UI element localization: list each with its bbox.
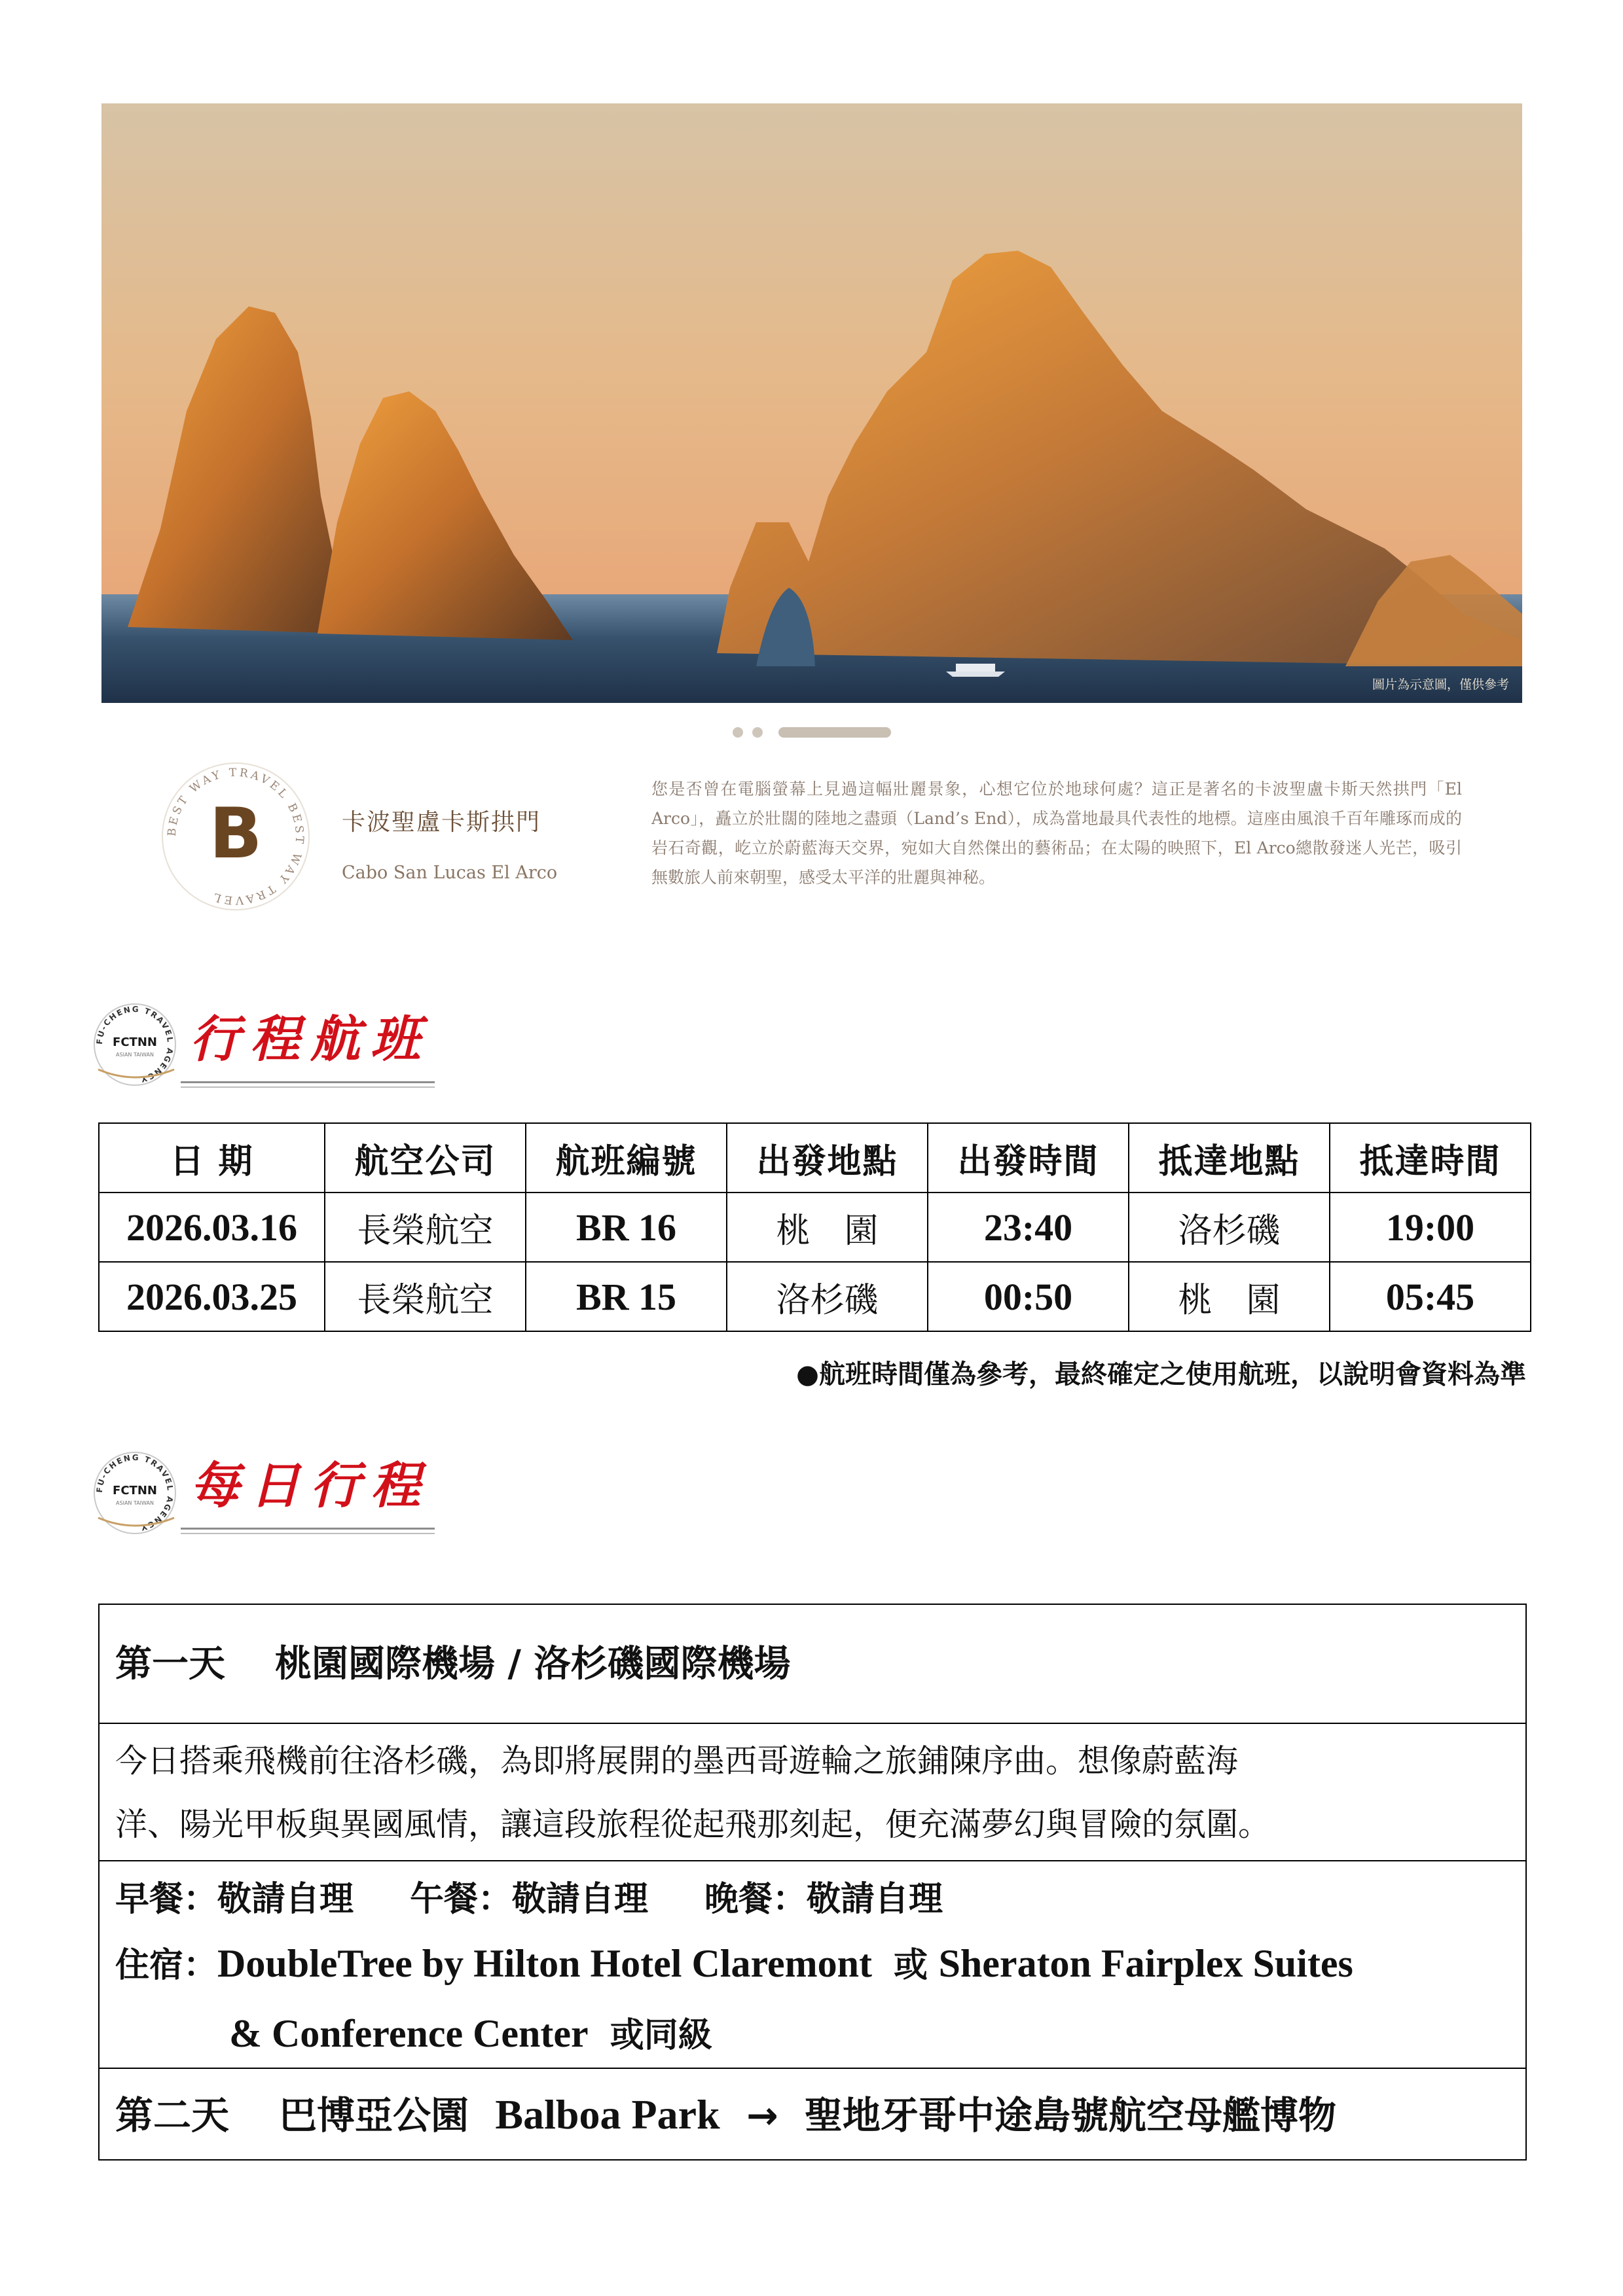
cell-arrival-city: 桃 園: [1129, 1262, 1330, 1331]
dinner: 晚餐：敬請自理: [704, 1880, 943, 1919]
boat: [956, 664, 995, 672]
col-departure-city: 出發地點: [727, 1123, 928, 1193]
landmark-title: 卡波聖盧卡斯拱門: [342, 809, 541, 836]
seal-ring-text: BEST WAY TRAVEL BEST WAY TRAVEL: [165, 766, 306, 907]
cell-departure-time: 00:50: [928, 1262, 1129, 1331]
el-arco-scene: [101, 103, 1522, 703]
flight-table: [98, 1122, 1531, 1332]
svg-text:ASIAN TAIWAN: ASIAN TAIWAN: [116, 1052, 154, 1058]
cell-arrival-time: 19:00: [1330, 1193, 1531, 1262]
section-title-itinerary: 每日行程: [190, 1456, 431, 1515]
seal-letter: B: [209, 793, 263, 874]
section-title-flights: 行程航班: [190, 1010, 431, 1068]
hotel-1: DoubleTree by Hilton Hotel Claremont: [217, 1942, 872, 1985]
day-2-title: 第二天 巴博亞公園 Balboa Park → 聖地牙哥中途島號航空母艦博物: [100, 2069, 1525, 2161]
svg-text:FCTNN: FCTNN: [113, 1484, 157, 1498]
col-date: 日 期: [99, 1123, 325, 1193]
day-1-description: 今日搭乘飛機前往洛杉磯，為即將展開的墨西哥遊輪之旅鋪陳序曲。想像蔚藍海 洋、陽光甲板與異國風情，讓這段旅程從起飛那刻起，便充滿夢幻與冒險的氛圍。: [100, 1724, 1525, 1861]
carousel-dot-2[interactable]: [752, 727, 763, 738]
table-row: [99, 1193, 1531, 1262]
cell-airline: 長榮航空: [325, 1262, 526, 1331]
col-arrival-time: 抵達時間: [1330, 1123, 1531, 1193]
svg-text:FU-CHENG TRAVEL AGENCY: FU-CHENG TRAVEL AGENCY: [94, 1452, 175, 1533]
table-row: [99, 1262, 1531, 1331]
cell-date: 2026.03.25: [99, 1262, 325, 1331]
svg-text:FU-CHENG TRAVEL AGENCY: FU-CHENG TRAVEL AGENCY: [94, 1004, 175, 1085]
cell-flight-no: BR 15: [526, 1262, 727, 1331]
carousel-dot-active[interactable]: [778, 727, 891, 738]
cell-airline: 長榮航空: [325, 1193, 526, 1262]
day-1-label: 第一天: [115, 1643, 225, 1685]
day-1-title: [100, 1605, 1525, 1724]
table-header-row: [99, 1123, 1531, 1193]
landmark-description: 您是否曾在電腦螢幕上見過這幅壯麗景象，心想它位於地球何處？這正是著名的卡波聖盧卡斯天然拱門「El Arco」，矗立於壯闊的陸地之盡頭（Land’s End），成為當地最具代表性的地標。這座由風浪千百年雕琢而成的岩石奇觀，屹立於蔚藍海天交界，宛如大自然傑出的藝術品；在太陽的映照下，El Arco總散發迷人光芒，吸引無數旅人前來朝聖，感受太平洋的壯麗與神秘。: [651, 780, 1462, 887]
lunch: 午餐：敬請自理: [410, 1880, 649, 1919]
lodging: 住宿：DoubleTree by Hilton Hotel Claremont 或 Sheraton Fairplex Suites & Conference Center 或同級: [115, 1942, 1353, 2055]
arrow-right-icon: →: [746, 2093, 778, 2138]
cell-departure-city: 桃 園: [727, 1193, 928, 1262]
agency-logo-icon: [92, 1450, 178, 1536]
col-flight-no: 航班編號: [526, 1123, 727, 1193]
itinerary-table: [98, 1604, 1527, 2161]
col-departure-time: 出發時間: [928, 1123, 1129, 1193]
day-1-route: 桃園國際機場 / 洛杉磯國際機場: [275, 1643, 791, 1685]
cell-date: 2026.03.16: [99, 1193, 325, 1262]
day-1-meals-lodging: [100, 1861, 1525, 2069]
hotel-2: Sheraton Fairplex Suites: [938, 1942, 1353, 1985]
cell-departure-city: 洛杉磯: [727, 1262, 928, 1331]
carousel-dot-1[interactable]: [733, 727, 743, 738]
col-airline: 航空公司: [325, 1123, 526, 1193]
svg-text:FCTNN: FCTNN: [113, 1035, 157, 1049]
brand-seal-logo: [157, 758, 314, 915]
photo-caption: 圖片為示意圖，僅供參考: [1372, 677, 1509, 692]
cell-arrival-time: 05:45: [1330, 1262, 1531, 1331]
agency-logo-icon: [92, 1001, 178, 1088]
cell-flight-no: BR 16: [526, 1193, 727, 1262]
cell-arrival-city: 洛杉磯: [1129, 1193, 1330, 1262]
col-arrival-city: 抵達地點: [1129, 1123, 1330, 1193]
landmark-subtitle: Cabo San Lucas El Arco: [342, 863, 558, 883]
hero-photo: [101, 103, 1522, 703]
cell-departure-time: 23:40: [928, 1193, 1129, 1262]
svg-text:ASIAN TAIWAN: ASIAN TAIWAN: [116, 1500, 154, 1506]
flight-note: ●航班時間僅為參考，最終確定之使用航班，以說明會資料為準: [796, 1359, 1526, 1390]
breakfast: 早餐：敬請自理: [115, 1880, 354, 1919]
